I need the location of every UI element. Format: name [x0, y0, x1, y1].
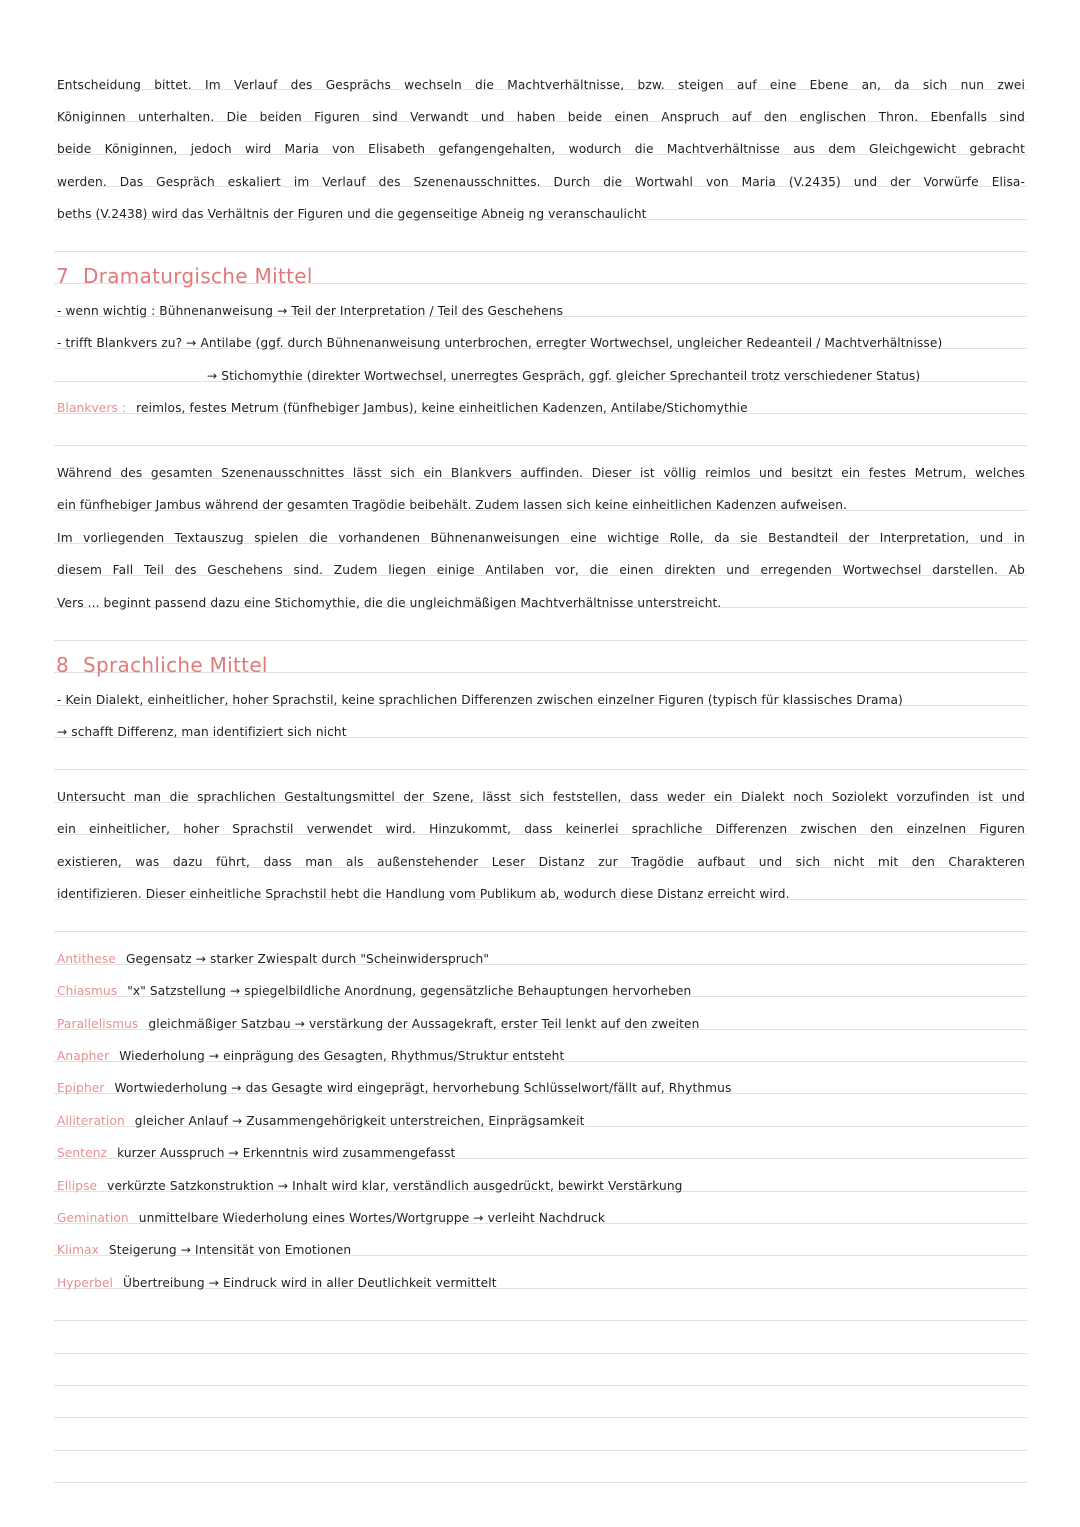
paragraph-line: Im vorliegenden Textauszug spielen die vorhandenen Bühnenanweisungen eine wichtige Rolle, da sie Bestandteil der Interpretation, und in	[57, 531, 1025, 545]
device-text: gleichmäßiger Satzbau → verstärkung der Aussagekraft, erster Teil lenkt auf den zweiten	[148, 1017, 700, 1031]
ruled-line	[54, 251, 1027, 252]
device-item	[57, 1079, 1025, 1097]
paragraph-line: Während des gesamten Szenenausschnittes lässt sich ein Blankvers auffinden. Dieser ist völlig reimlos und besitzt ein festes Metrum, welches	[57, 466, 1025, 480]
paragraph-line: diesem Fall Teil des Geschehens sind. Zudem liegen einige Antilaben vor, die einen direkten und erregenden Wortwechsel darstellen. Ab	[57, 563, 1025, 577]
device-item	[57, 1241, 1025, 1259]
device-item	[57, 982, 1025, 1000]
definition-line	[57, 399, 1025, 417]
paragraph-line: beide Königinnen, jedoch wird Maria von Elisabeth gefangengehalten, wodurch die Machtverhältnisse aus dem Gleichgewicht gebracht	[57, 142, 1025, 156]
note-line: - wenn wichtig : Bühnenanweisung → Teil der Interpretation / Teil des Geschehens	[57, 304, 564, 318]
paragraph-line: identifizieren. Dieser einheitliche Sprachstil hebt die Handlung vom Publikum ab, wodurch diese Distanz erreicht wird.	[57, 887, 790, 901]
definition-text: reimlos, festes Metrum (fünfhebiger Jambus), keine einheitlichen Kadenzen, Antilabe/Stichomythie	[136, 401, 748, 415]
paragraph-line: Untersucht man die sprachlichen Gestaltungsmittel der Szene, lässt sich feststellen, dass weder ein Dialekt noch Soziolekt vorzufinden ist und	[57, 790, 1025, 804]
device-item	[57, 1209, 1025, 1227]
device-text: Übertreibung → Eindruck wird in aller Deutlichkeit vermittelt	[123, 1276, 497, 1290]
device-text: verkürzte Satzkonstruktion → Inhalt wird klar, verständlich ausgedrückt, bewirkt Verstärkung	[107, 1179, 683, 1193]
device-text: unmittelbare Wiederholung eines Wortes/Wortgruppe → verleiht Nachdruck	[138, 1211, 605, 1225]
ruled-line	[54, 1450, 1027, 1451]
ruled-line	[54, 640, 1027, 641]
device-term: Chiasmus	[57, 984, 118, 998]
section-title: Sprachliche Mittel	[83, 653, 268, 677]
device-text: gleicher Anlauf → Zusammengehörigkeit unterstreichen, Einprägsamkeit	[134, 1114, 585, 1128]
definition-term: Blankvers :	[57, 401, 127, 415]
device-item	[57, 1177, 1025, 1195]
ruled-line	[54, 445, 1027, 446]
paragraph-line: ein fünfhebiger Jambus während der gesamten Tragödie beibehält. Zudem lassen sich keine einheitlichen Kadenzen aufweisen.	[57, 498, 848, 512]
device-term: Anapher	[57, 1049, 110, 1063]
note-line: → Stichomythie (direkter Wortwechsel, unerregtes Gespräch, ggf. gleicher Sprechanteil trotz verschiedener Status)	[207, 369, 921, 383]
ruled-line	[54, 1353, 1027, 1354]
device-text: kurzer Ausspruch → Erkenntnis wird zusammengefasst	[117, 1146, 456, 1160]
device-text: "x" Satzstellung → spiegelbildliche Anordnung, gegensätzliche Behauptungen hervorheben	[127, 984, 692, 998]
device-term: Klimax	[57, 1243, 99, 1257]
paragraph-line: existieren, was dazu führt, dass man als außenstehender Leser Distanz zur Tragödie aufbaut und sich nicht mit den Charakteren	[57, 855, 1025, 869]
section-heading-dramaturgische-mittel	[56, 263, 313, 289]
device-term: Alliteration	[57, 1114, 125, 1128]
device-text: Wortwiederholung → das Gesagte wird eingeprägt, hervorhebung Schlüsselwort/fällt auf, Rhythmus	[114, 1081, 732, 1095]
device-term: Epipher	[57, 1081, 105, 1095]
device-term: Hyperbel	[57, 1276, 114, 1290]
device-text: Gegensatz → starker Zwiespalt durch "Scheinwiderspruch"	[125, 952, 490, 966]
device-item	[57, 1274, 1025, 1292]
device-text: Wiederholung → einprägung des Gesagten, Rhythmus/Struktur entsteht	[119, 1049, 565, 1063]
device-term: Sentenz	[57, 1146, 108, 1160]
paragraph-line: werden. Das Gespräch eskaliert im Verlauf des Szenenausschnittes. Durch die Wortwahl von Maria (V.2435) und der Vorwürfe Elisa-	[57, 175, 1025, 189]
paragraph-line: Königinnen unterhalten. Die beiden Figuren sind Verwandt und haben beide einen Anspruch auf den englischen Thron. Ebenfalls sind	[57, 110, 1025, 124]
ruled-line	[54, 1417, 1027, 1418]
note-line: → schafft Differenz, man identifiziert sich nicht	[57, 725, 347, 739]
device-item	[57, 1015, 1025, 1033]
section-number: 7	[56, 264, 70, 288]
ruled-line	[54, 931, 1027, 932]
device-item	[57, 1144, 1025, 1162]
paragraph-line: Vers ... beginnt passend dazu eine Stichomythie, die die ungleichmäßigen Machtverhältnisse unterstreicht.	[57, 596, 722, 610]
device-item	[57, 1047, 1025, 1065]
section-heading-sprachliche-mittel	[56, 652, 268, 678]
section-number: 8	[56, 653, 70, 677]
device-term: Parallelismus	[57, 1017, 139, 1031]
device-term: Antithese	[57, 952, 116, 966]
note-line: - Kein Dialekt, einheitlicher, hoher Sprachstil, keine sprachlichen Differenzen zwischen einzelner Figuren (typisch für klassisches Drama)	[57, 693, 903, 707]
section-title: Dramaturgische Mittel	[83, 264, 313, 288]
note-line: - trifft Blankvers zu? → Antilabe (ggf. durch Bühnenanweisung unterbrochen, erregter Wortwechsel, ungleicher Redeanteil / Machtverhältnisse)	[57, 336, 943, 350]
ruled-line	[54, 1385, 1027, 1386]
paragraph-line: ein einheitlicher, hoher Sprachstil verwendet wird. Hinzukommt, dass keinerlei sprachliche Differenzen zwischen den einzelnen Figuren	[57, 822, 1025, 836]
ruled-line	[54, 1482, 1027, 1483]
device-item	[57, 950, 1025, 968]
device-term: Gemination	[57, 1211, 129, 1225]
paragraph-line: beths (V.2438) wird das Verhältnis der Figuren und die gegenseitige Abneig ng veranschaulicht	[57, 207, 647, 221]
device-term: Ellipse	[57, 1179, 98, 1193]
device-item	[57, 1112, 1025, 1130]
ruled-line	[54, 1320, 1027, 1321]
paragraph-line: Entscheidung bittet. Im Verlauf des Gesprächs wechseln die Machtverhältnisse, bzw. steigen auf eine Ebene an, da sich nun zwei	[57, 78, 1025, 92]
device-text: Steigerung → Intensität von Emotionen	[108, 1243, 352, 1257]
ruled-line	[54, 769, 1027, 770]
